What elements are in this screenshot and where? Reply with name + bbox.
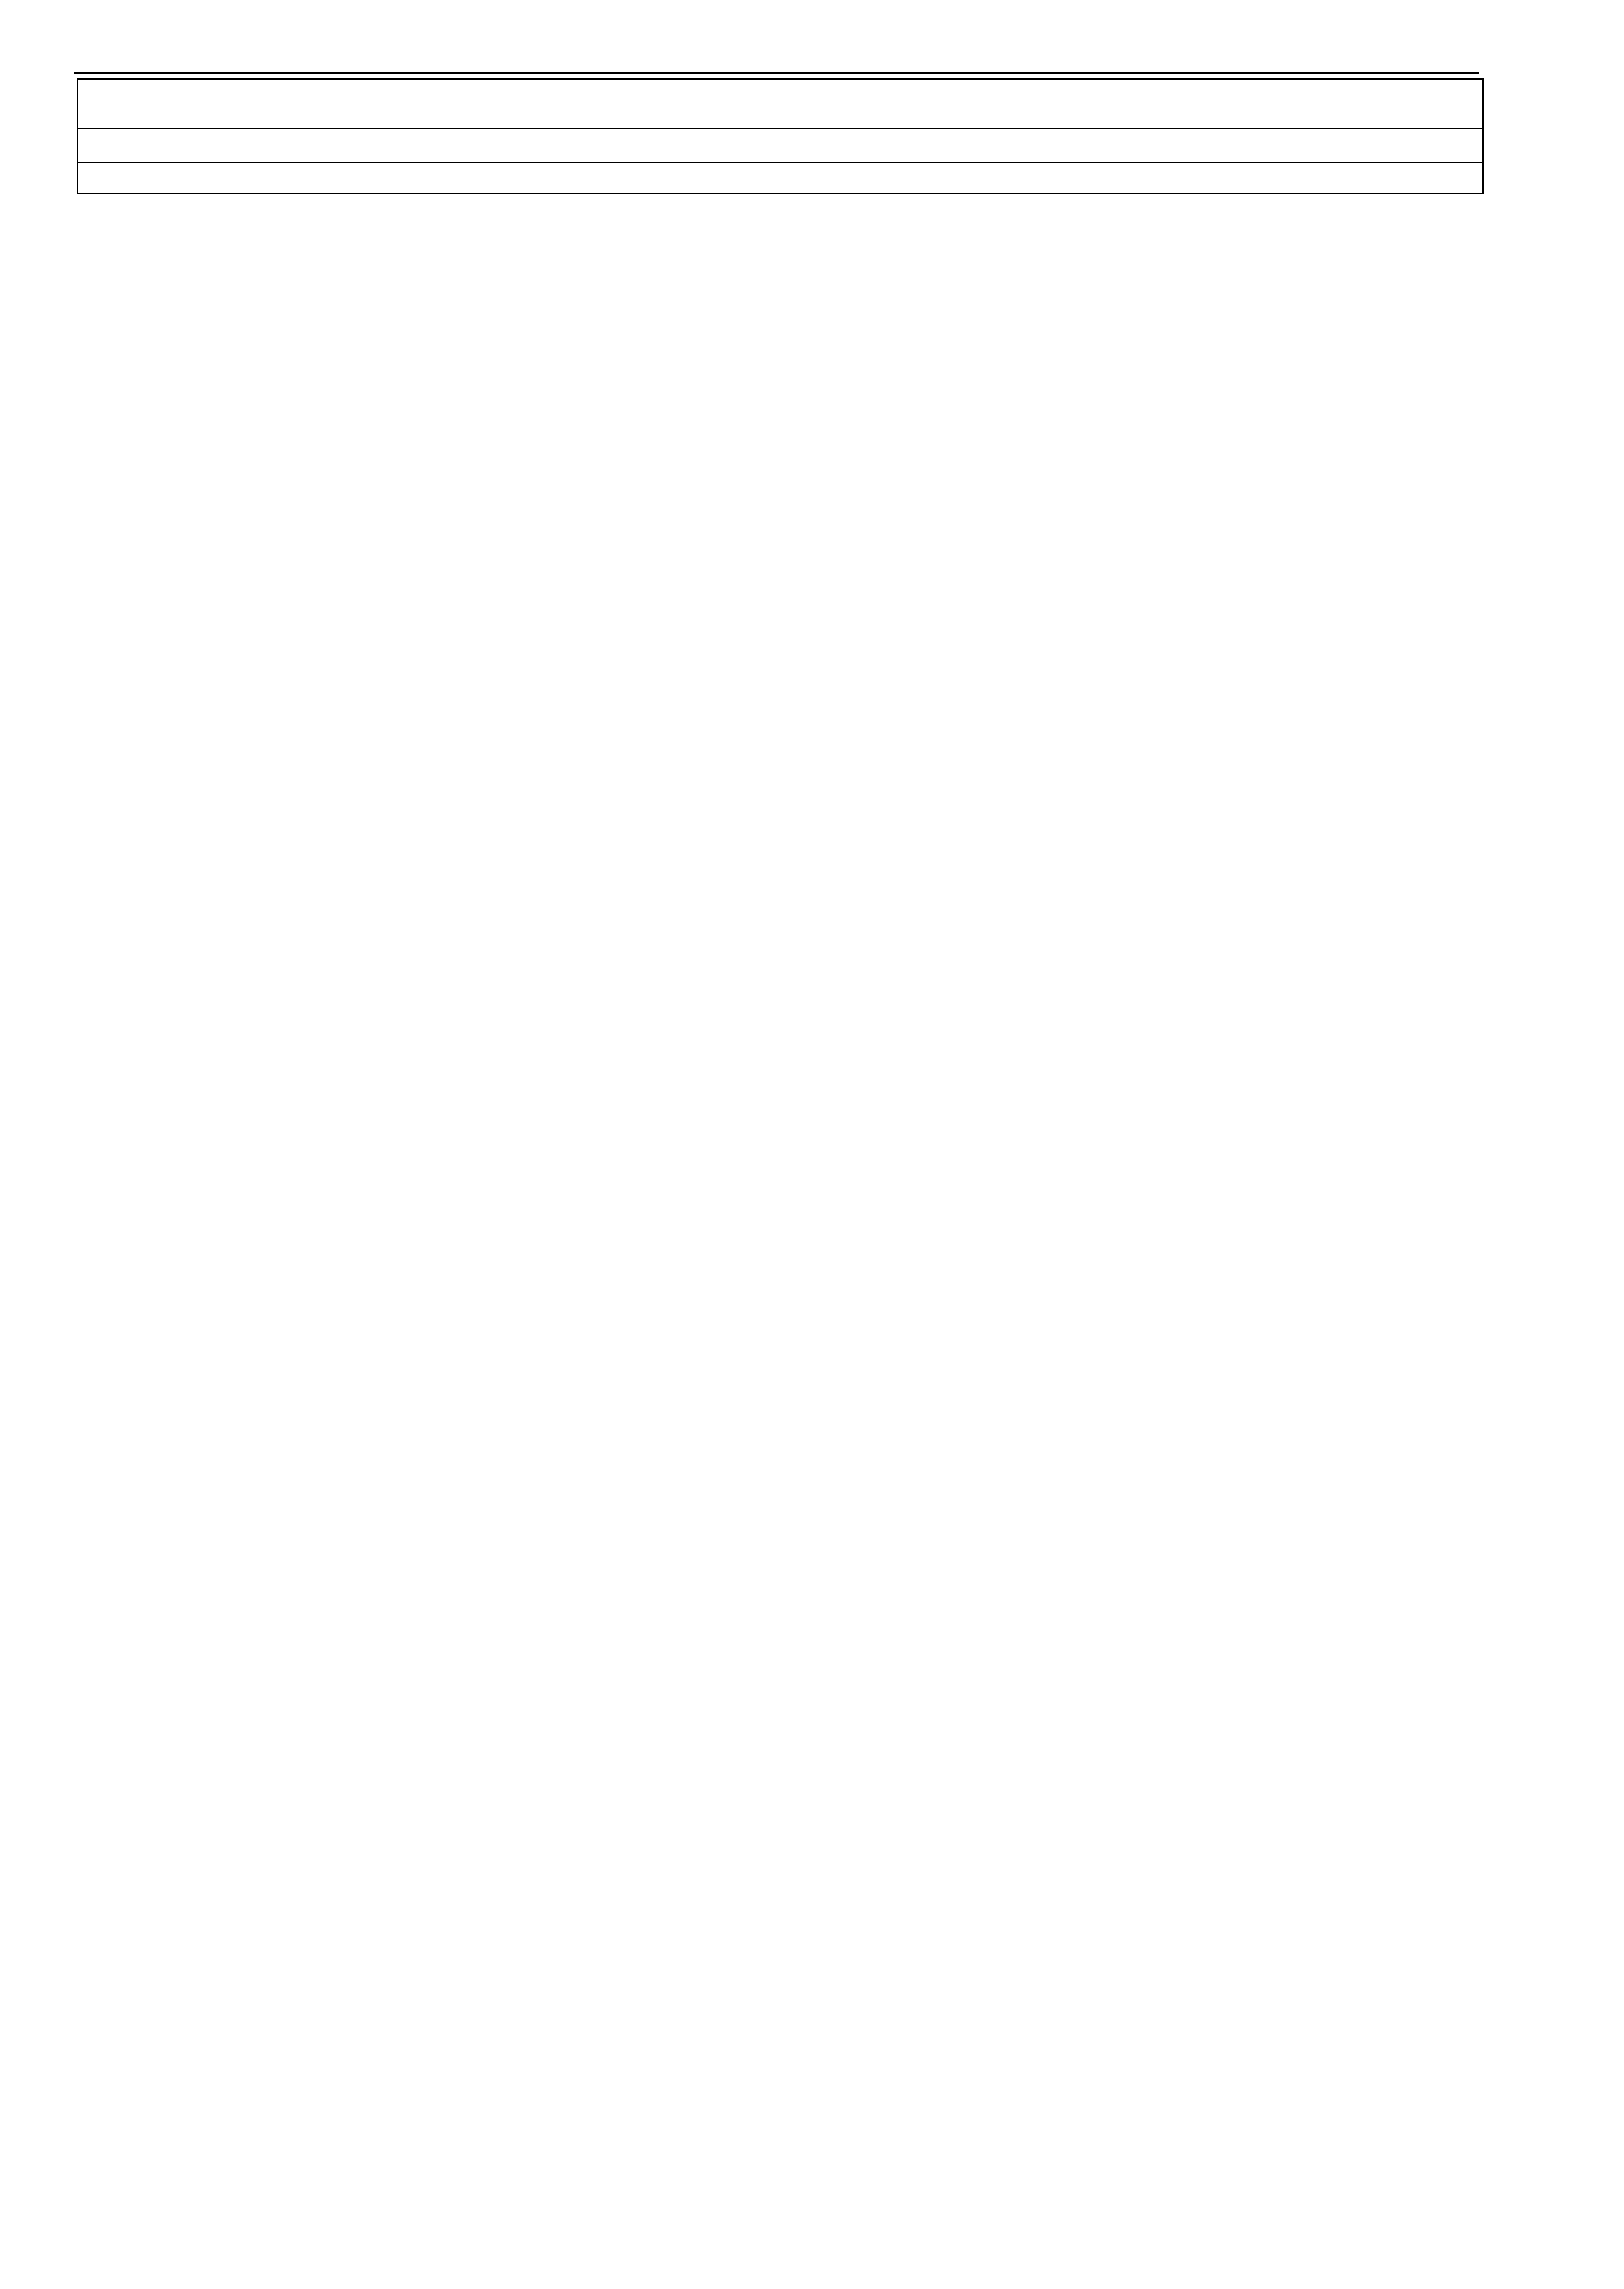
header-rule [74, 72, 1479, 74]
section-block [78, 79, 1483, 194]
rates-table [77, 78, 1484, 194]
section-heading-row [78, 79, 1483, 128]
subheading [78, 162, 1483, 194]
table-title-row [78, 128, 1483, 162]
subheading-row [78, 162, 1483, 194]
measure-line [86, 133, 1475, 159]
section-title [78, 79, 1483, 128]
table-title-cell [78, 128, 1483, 162]
